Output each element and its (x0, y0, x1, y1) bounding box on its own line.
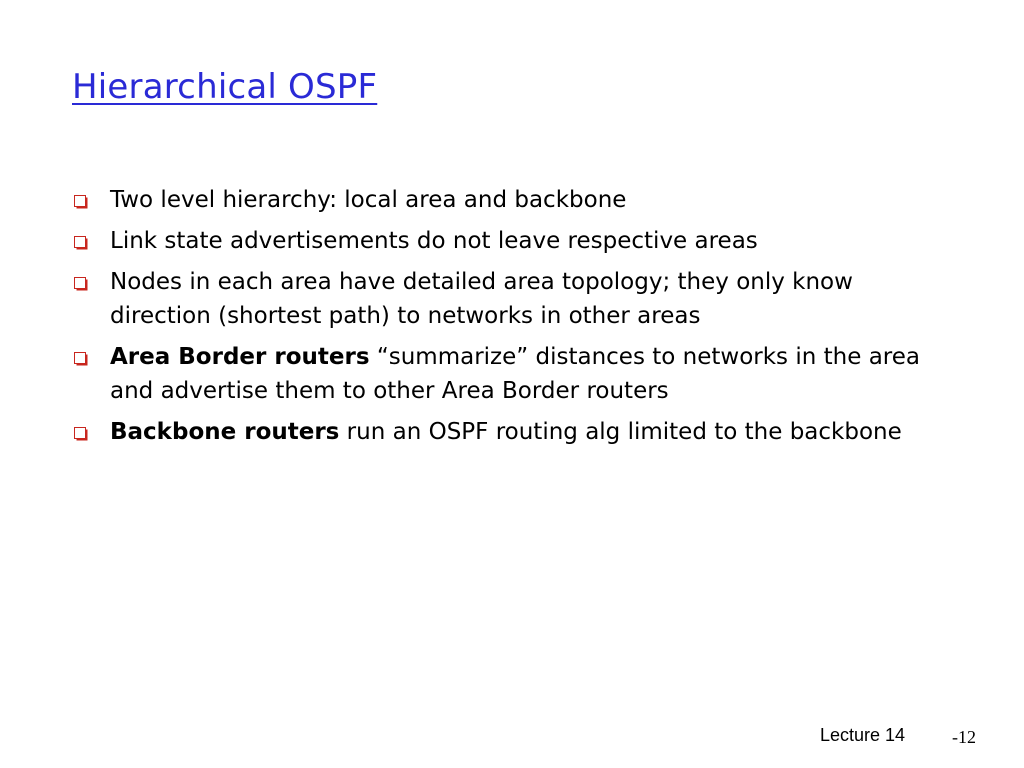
hollow-square-bullet-icon (74, 236, 86, 248)
bullet-item-4 (72, 340, 952, 408)
bullet-item-3 (72, 265, 952, 333)
bullet-text: “summarize” distances to networks in the area and advertise them to other Area Border routers (110, 344, 920, 404)
bullet-text: Nodes in each area have detailed area topology; they only know direction (shortest path) to networks in other areas (110, 269, 853, 329)
bullet-item-5 (72, 415, 952, 449)
footer-page-number: -12 (952, 727, 976, 747)
bullet-list (72, 183, 952, 456)
hollow-square-bullet-icon (74, 277, 86, 289)
bullet-bold-text: Backbone routers (110, 419, 340, 445)
hollow-square-bullet-icon (74, 352, 86, 364)
slide-title: Hierarchical OSPF (72, 67, 378, 107)
footer-lecture-label: Lecture 14 (820, 725, 906, 745)
bullet-text: run an OSPF routing alg limited to the backbone (339, 419, 902, 445)
bullet-text: Link state advertisements do not leave respective areas (110, 228, 758, 254)
hollow-square-bullet-icon (74, 195, 86, 207)
bullet-item-1 (72, 183, 952, 217)
bullet-bold-text: Area Border routers (110, 344, 370, 370)
hollow-square-bullet-icon (74, 427, 86, 439)
bullet-text: Two level hierarchy: local area and backbone (110, 187, 627, 213)
bullet-item-2 (72, 224, 952, 258)
